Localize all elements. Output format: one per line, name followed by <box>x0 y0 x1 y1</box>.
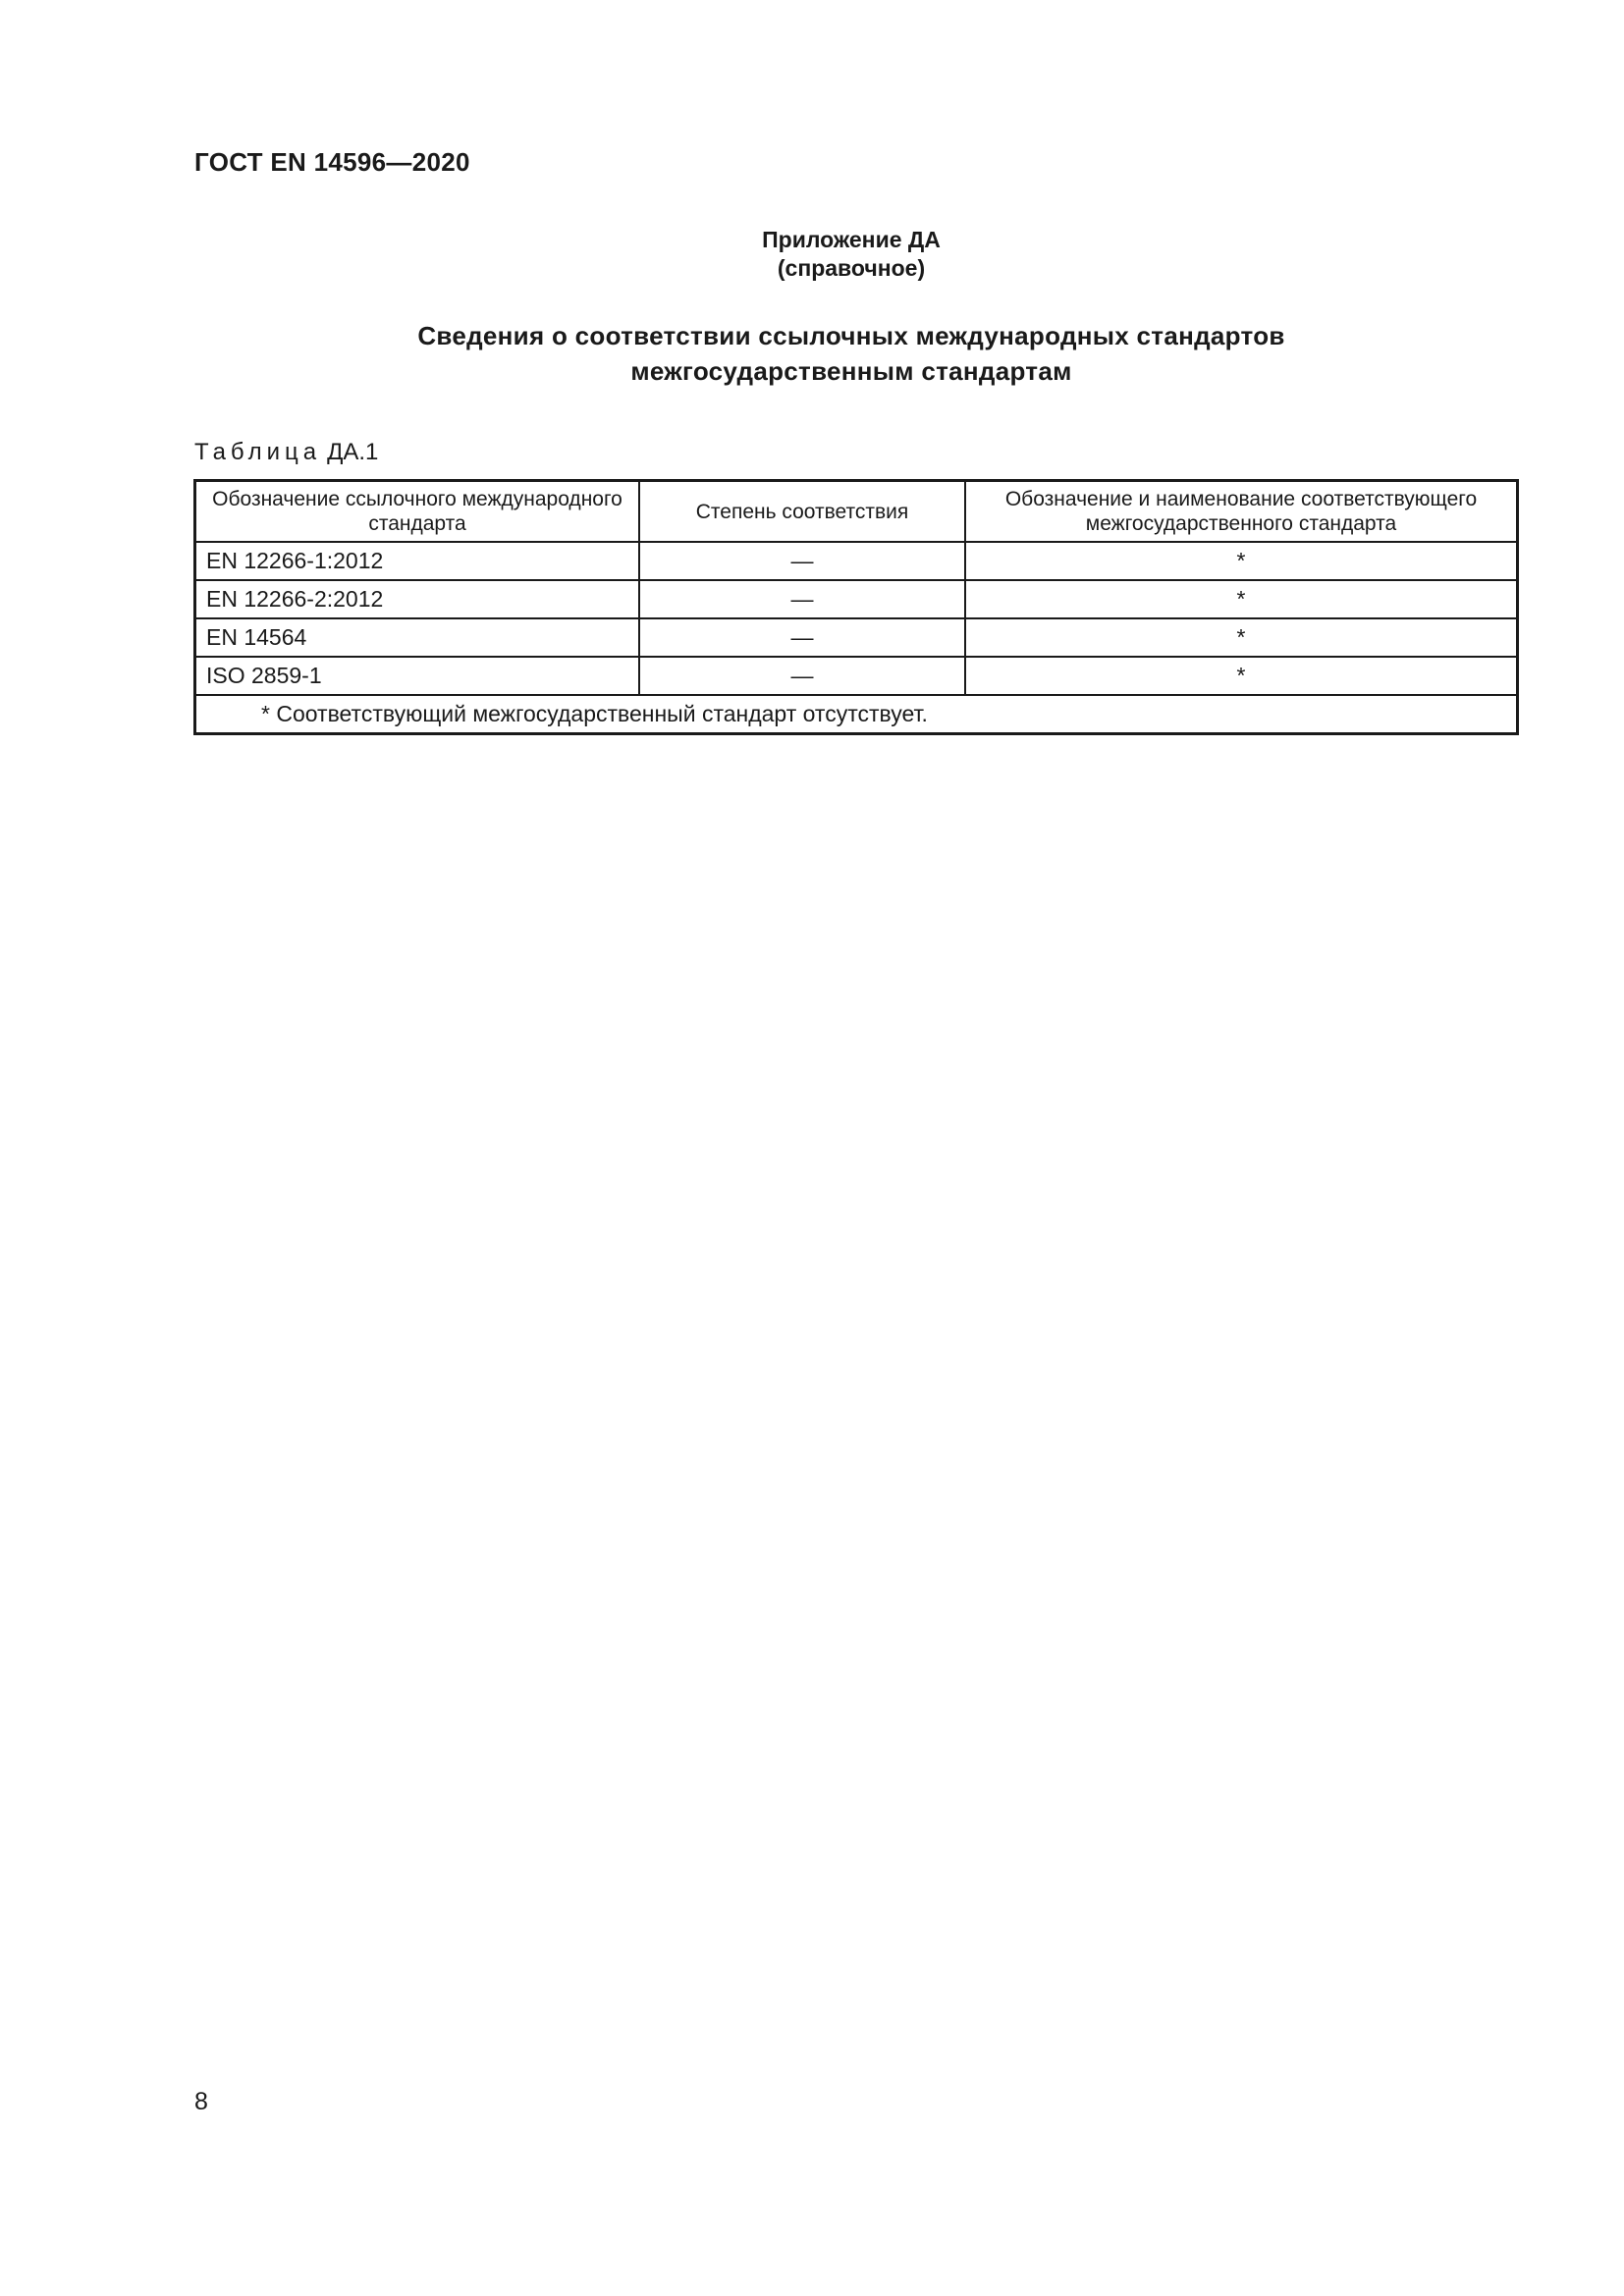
cell-standard-code: ISO 2859-1 <box>195 657 640 695</box>
table-row <box>195 657 1518 695</box>
cell-interstate-standard: * <box>965 542 1518 580</box>
table-header-row <box>195 481 1518 543</box>
section-title <box>0 318 1624 389</box>
header-interstate-standard: Обозначение и наименование соответствующего межгосударственного стандарта <box>965 481 1518 543</box>
table-caption <box>194 438 378 467</box>
table-row <box>195 618 1518 657</box>
cell-standard-code: EN 12266-2:2012 <box>195 580 640 618</box>
cell-interstate-standard: * <box>965 580 1518 618</box>
table-caption-number: ДА.1 <box>327 439 379 465</box>
page-number: 8 <box>194 2088 208 2115</box>
cell-degree: — <box>639 657 965 695</box>
table-caption-word: Таблица <box>194 439 322 465</box>
section-title-line-1: Сведения о соответствии ссылочных международных стандартов <box>417 321 1285 350</box>
cell-interstate-standard: * <box>965 657 1518 695</box>
cell-degree: — <box>639 618 965 657</box>
table-row <box>195 580 1518 618</box>
annex-type: (справочное) <box>777 255 926 281</box>
cell-standard-code: EN 14564 <box>195 618 640 657</box>
header-degree-of-correspondence: Степень соответствия <box>639 481 965 543</box>
table-footnote-row <box>195 695 1518 734</box>
cell-degree: — <box>639 542 965 580</box>
table-footnote: * Соответствующий межгосударственный стандарт отсутствует. <box>195 695 1518 734</box>
section-title-line-2: межгосударственным стандартам <box>630 356 1072 386</box>
annex-label: Приложение ДА <box>762 227 941 252</box>
annex-heading <box>0 226 1624 283</box>
document-code-header: ГОСТ EN 14596—2020 <box>194 147 470 177</box>
cell-interstate-standard: * <box>965 618 1518 657</box>
table-row <box>195 542 1518 580</box>
correspondence-table <box>193 479 1519 735</box>
cell-standard-code: EN 12266-1:2012 <box>195 542 640 580</box>
header-international-standard: Обозначение ссылочного международного стандарта <box>195 481 640 543</box>
cell-degree: — <box>639 580 965 618</box>
